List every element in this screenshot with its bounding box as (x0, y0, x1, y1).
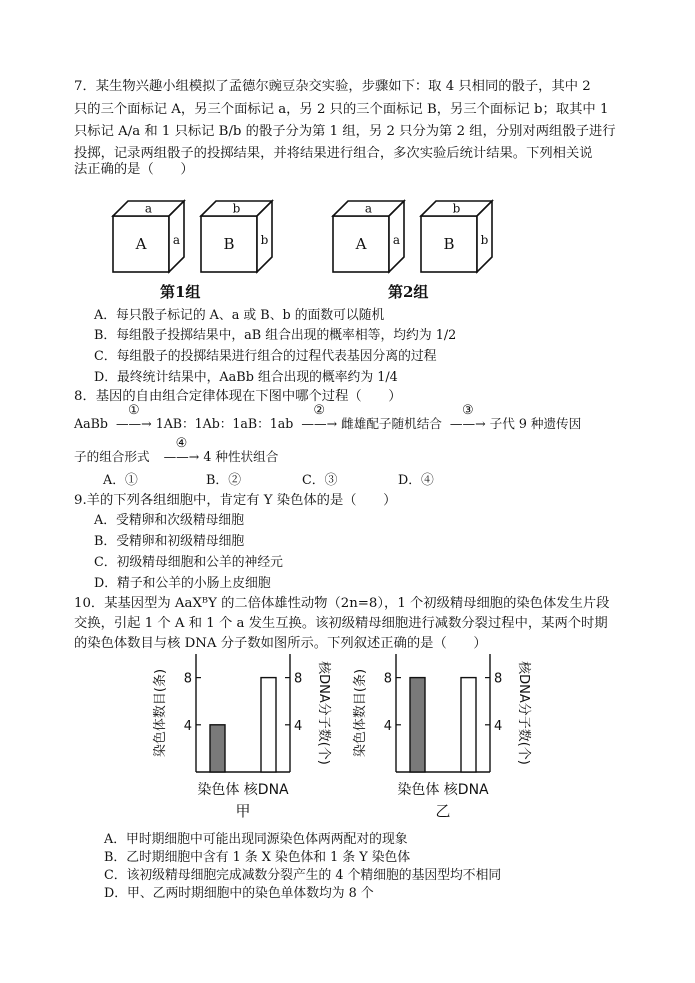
q7-line-3: 只标记 A/a 和 1 只标记 B/b 的骰子分为第 1 组，另 2 只分为第 2 组，分别对两组骰子进行 (74, 124, 616, 139)
die-side-label: b (480, 233, 489, 247)
q7-option-c: C．每组骰子的投掷结果进行组合的过程代表基因分离的过程 (94, 349, 437, 364)
q7-line-4: 投掷，记录两组骰子的投掷结果，并将结果进行组合，多次实验后统计结果。下列相关说 (74, 146, 593, 161)
die-front-label: B (223, 235, 235, 253)
q8-flow-line-1 (74, 403, 582, 434)
flow-start: AaBb (74, 416, 108, 431)
die-top-label: b (232, 201, 241, 216)
die-side-label: b (260, 233, 269, 247)
q10-line-2: 交换，引起 1 个 A 和 1 个 a 发生互换。该初级精母细胞进行减数分裂过程中，某两个时期 (74, 616, 608, 631)
q7-line-2: 只的三个面标记 A，另三个面标记 a，另 2 只的三个面标记 B，另三个面标记 b；取其中 1 (74, 102, 609, 117)
die-front-label: A (135, 235, 147, 253)
flow-step-4-number: ④ (175, 436, 188, 451)
right-axis-label: 核DNA分子数(个) (516, 661, 531, 765)
flow-arrow-2: ② ——→ (301, 403, 338, 431)
category-labels: 染色体 核DNA (397, 782, 489, 798)
q9-option-a: A．受精卵和次级精母细胞 (94, 513, 245, 528)
q8-stem: 8．基因的自由组合定律体现在下图中哪个过程（ ） (74, 389, 402, 404)
q8-option-b: B．② (206, 473, 241, 488)
group1-label: 第1组 (160, 283, 201, 301)
die-4 (421, 201, 492, 272)
die-top-label: a (144, 201, 153, 216)
q8-option-d: D．④ (398, 473, 434, 488)
flow-arrow-1: ① ——→ (115, 403, 152, 431)
category-labels: 染色体 核DNA (197, 782, 289, 798)
right-tick-label: 8 (294, 671, 303, 687)
q8-option-c: C．③ (302, 473, 338, 488)
right-tick-label: 4 (294, 718, 303, 734)
q10-option-a: A．甲时期细胞中可能出现同源染色体两两配对的现象 (104, 832, 408, 847)
q10-option-b: B．乙时期细胞中含有 1 条 X 染色体和 1 条 Y 染色体 (104, 850, 411, 865)
q10-line-3: 的染色体数目与核 DNA 分子数如图所示。下列叙述正确的是（ ） (74, 636, 487, 651)
chart-title: 甲 (235, 802, 251, 820)
q7-option-b: B．每组骰子投掷结果中，aB 组合出现的概率相等，均约为 1/2 (94, 328, 457, 343)
die-side-label: a (172, 233, 181, 247)
die-front-label: B (443, 235, 455, 253)
left-tick-label: 8 (383, 671, 392, 687)
q10-option-d: D．甲、乙两时期细胞中的染色单体数均为 8 个 (104, 886, 374, 901)
right-tick-label: 4 (494, 718, 503, 734)
q10-option-c: C．该初级精母细胞完成减数分裂产生的 4 个精细胞的基因型均不相同 (104, 868, 502, 883)
q7-line-5: 法正确的是（ ） (74, 162, 194, 177)
bar-染色体 (410, 678, 425, 772)
q9-option-b: B．受精卵和初级精母细胞 (94, 534, 245, 549)
die-top-label: a (364, 201, 373, 216)
flow-step-1-number: ① (127, 403, 140, 418)
die-2 (201, 201, 272, 272)
flow-arrow-4: ④ ——→ (163, 436, 200, 464)
left-tick-label: 4 (183, 718, 192, 734)
q7-option-a: A．每只骰子标记的 A、a 或 B、b 的面数可以随机 (94, 308, 385, 323)
die-front-label: A (355, 235, 367, 253)
flow-step-4-result: 4 种性状组合 (203, 449, 279, 464)
flow-step-2-number: ② (313, 403, 326, 418)
bar-核DNA (261, 678, 276, 772)
left-axis-label: 染色体数目(条) (153, 668, 168, 758)
chart-jia (148, 650, 338, 830)
q7-line-1: 7．某生物兴趣小组模拟了孟德尔豌豆杂交实验，步骤如下：取 4 只相同的骰子，其中 2 (74, 79, 591, 94)
left-tick-label: 8 (183, 671, 192, 687)
die-top-label: b (452, 201, 461, 216)
left-tick-label: 4 (383, 718, 392, 734)
chart-yi (348, 650, 538, 830)
left-axis-label: 染色体数目(条) (353, 668, 368, 758)
flow-step-3-number: ③ (461, 403, 474, 418)
q9-option-d: D．精子和公羊的小肠上皮细胞 (94, 576, 271, 591)
flow-arrow-3: ③ ——→ (449, 403, 486, 431)
flow-step-3-result: 子代 9 种遗传因 (489, 416, 582, 431)
bar-核DNA (461, 678, 476, 772)
q9-option-c: C．初级精母细胞和公羊的神经元 (94, 555, 283, 570)
chart-title: 乙 (435, 802, 451, 820)
die-1 (113, 201, 184, 272)
right-axis-label: 核DNA分子数(个) (316, 661, 331, 765)
die-side-label: a (392, 233, 401, 247)
flow-step-2-result: 雌雄配子随机结合 (341, 416, 442, 431)
q7-option-d: D．最终统计结果中，AaBb 组合出现的概率约为 1/4 (94, 370, 398, 385)
bar-染色体 (210, 725, 225, 772)
right-tick-label: 8 (494, 671, 503, 687)
flow-step-1-result: 1AB：1Ab：1aB：1ab (155, 416, 294, 431)
q9-stem: 9.羊的下列各组细胞中，肯定有 Y 染色体的是（ ） (74, 493, 397, 508)
q10-line-1: 10．某基因型为 AaXᴮY 的二倍体雄性动物（2n=8），1 个初级精母细胞的染色体发生片段 (74, 596, 610, 611)
flow-line-2-prefix: 子的组合形式 (74, 449, 150, 464)
group2-label: 第2组 (388, 283, 429, 301)
q8-option-a: A．① (103, 473, 138, 488)
die-3 (333, 201, 404, 272)
q8-flow-line-2 (74, 436, 279, 467)
